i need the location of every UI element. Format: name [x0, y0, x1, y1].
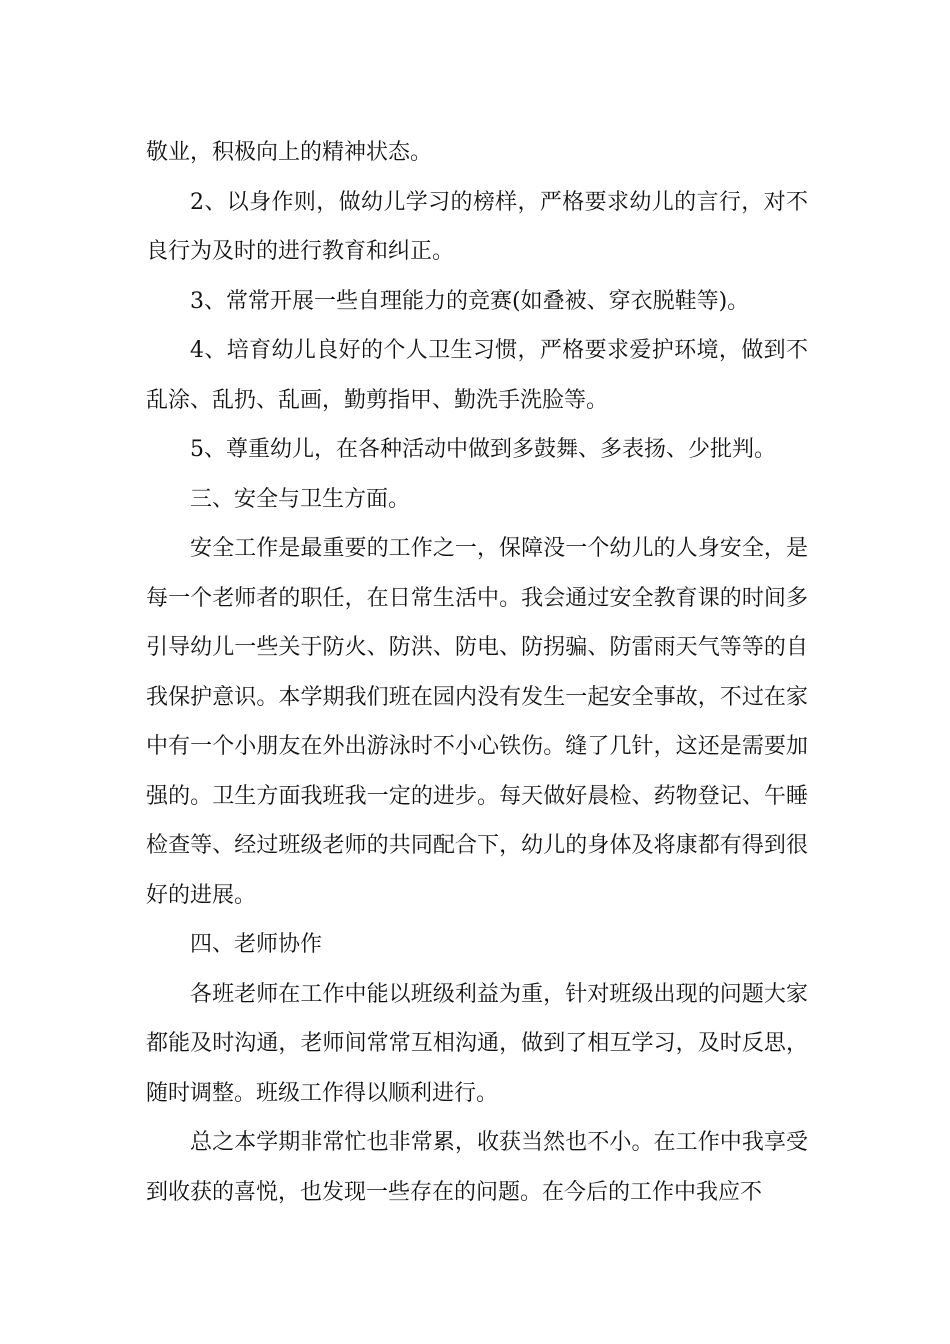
document-body [146, 128, 808, 1217]
paragraph-teacher-cooperation: 各班老师在工作中能以班级利益为重，针对班级出现的问题大家都能及时沟通，老师间常常互相沟通，做到了相互学习，及时反思，随时调整。班级工作得以顺利进行。 [146, 981, 808, 1106]
paragraph-summary: 总之本学期非常忙也非常累，收获当然也不小。在工作中我享受到收获的喜悦，也发现一些存在的问题。在今后的工作中我应不 [146, 1130, 808, 1205]
paragraph-intro-continuation: 敬业，积极向上的精神状态。 [146, 140, 433, 165]
paragraph-item-3: 3、常常开展一些自理能力的竞赛(如叠被、穿衣脱鞋等)。 [190, 288, 750, 314]
paragraph-item-2: 2、以身作则，做幼儿学习的榜样，严格要求幼儿的言行，对不良行为及时的进行教育和纠正。 [146, 189, 808, 264]
paragraph-item-5: 5、尊重幼儿，在各种活动中做到多鼓舞、多表扬、少批判。 [190, 437, 776, 462]
paragraph-safety-hygiene: 安全工作是最重要的工作之一，保障没一个幼儿的人身安全，是每一个老师者的职任，在日常生活中。我会通过安全教育课的时间多引导幼儿一些关于防火、防洪、防电、防拐骗、防雷雨天气等等的自我保护意识。本学期我们班在园内没有发生一起安全事故，不过在家中有一个小朋友在外出游泳时不小心铁伤。缝了几针，这还是需要加强的。卫生方面我班我一定的进步。每天做好晨检、药物登记、午睡检查等、经过班级老师的共同配合下，幼儿的身体及将康都有得到很好的进展。 [146, 536, 808, 908]
section-heading-safety-hygiene: 三、安全与卫生方面。 [190, 486, 411, 512]
paragraph-item-4: 4、培育幼儿良好的个人卫生习惯，严格要求爱护环境，做到不乱涂、乱扔、乱画，勤剪指甲、勤洗手洗脸等。 [146, 338, 808, 413]
section-heading-teacher-cooperation: 四、老师协作 [190, 932, 323, 957]
